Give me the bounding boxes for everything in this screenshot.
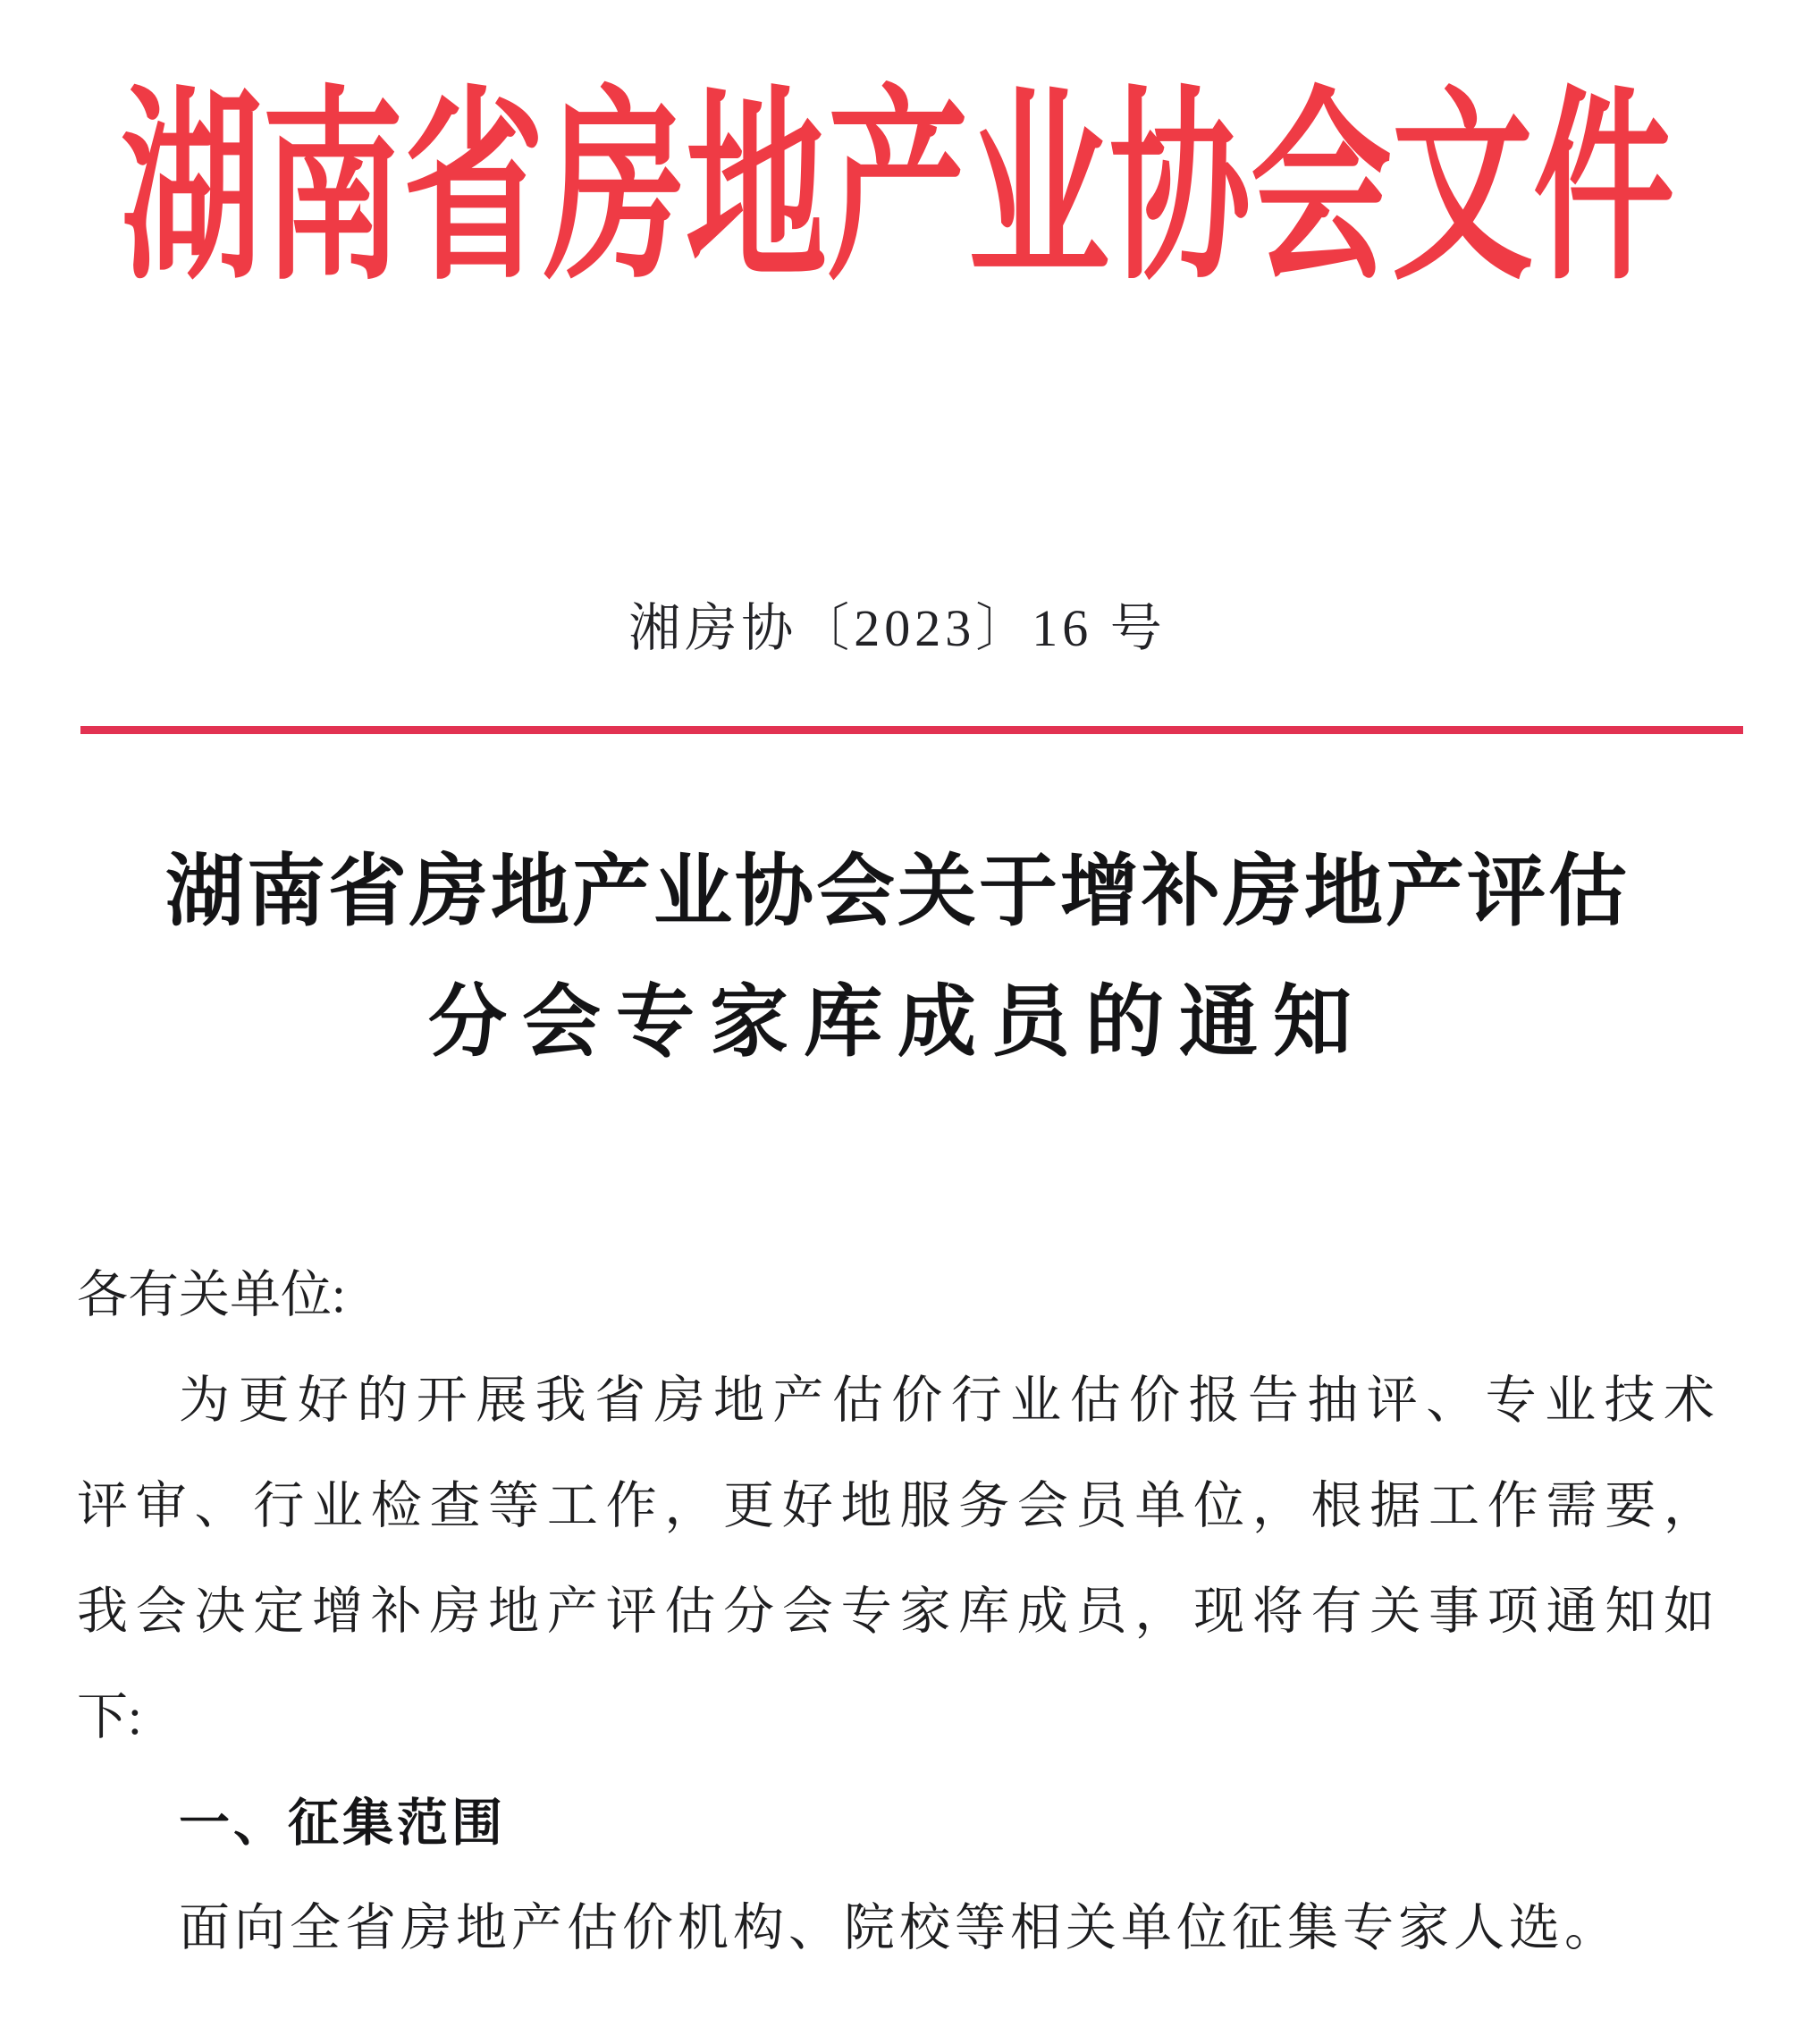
document-title-line1: 湖南省房地产业协会关于增补房地产评估 <box>164 849 1630 936</box>
paragraph1-line4: 下: <box>77 1689 142 1745</box>
paragraph1-line2: 评审、行业检查等工作，更好地服务会员单位，根据工作需要， <box>77 1478 1715 1534</box>
document-title <box>0 828 1795 1089</box>
red-divider-rule <box>80 726 1743 734</box>
document-number: 湘房协〔2023〕16 号 <box>628 599 1167 657</box>
paragraph1-line3: 我会决定增补房地产评估分会专家库成员，现将有关事项通知如 <box>77 1584 1715 1640</box>
red-letterhead-banner: 湖南省房地产业协会文件 <box>121 76 1674 306</box>
paragraph1-line1: 为更好的开展我省房地产估价行业估价报告抽评、专业技术 <box>179 1373 1715 1429</box>
salutation: 各有关单位: <box>77 1267 346 1323</box>
section1-heading: 一、征集范围 <box>179 1795 506 1852</box>
document-title-line2: 分会专家库成员的通知 <box>427 980 1367 1067</box>
document-body <box>77 1243 1715 1981</box>
section1-text: 面向全省房地产估价机构、院校等相关单位征集专家人选。 <box>179 1900 1620 1956</box>
